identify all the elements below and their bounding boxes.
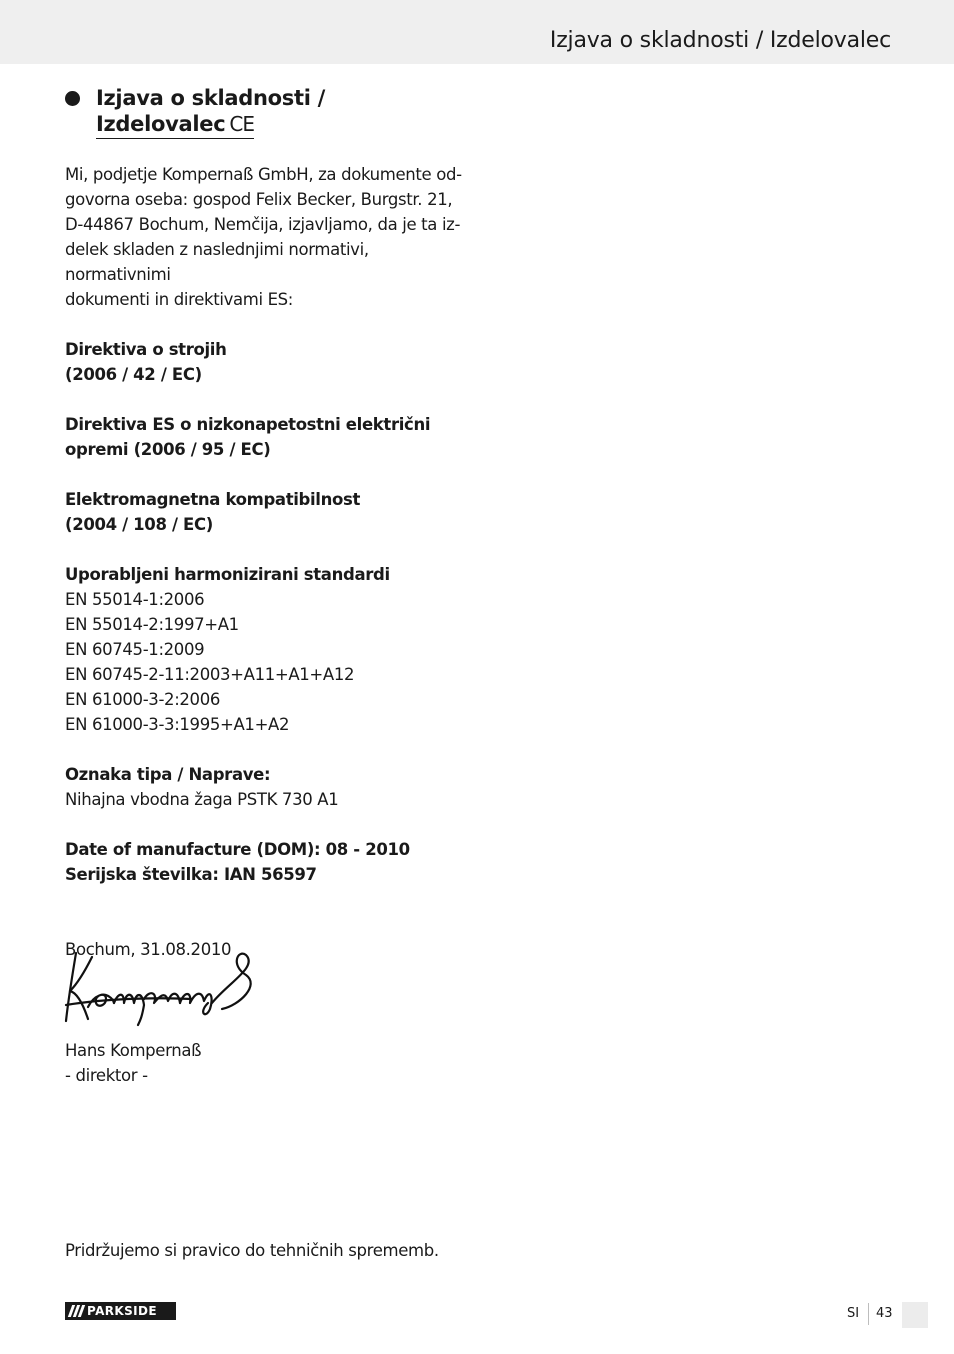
section-title-line1: Izjava o skladnosti /	[96, 86, 325, 110]
standard-item: EN 55014-2:1997+A1	[65, 615, 239, 634]
section-bullet-icon	[65, 91, 80, 106]
standard-item: EN 55014-1:2006	[65, 590, 205, 609]
type-value: Nihajna vbodna žaga PSTK 730 A1	[65, 790, 339, 809]
intro-line: delek skladen z naslednjimi normativi, normativnimi	[65, 240, 369, 284]
directive-lowvoltage-line2: opremi (2006 / 95 / EC)	[65, 440, 271, 459]
page-header-title: Izjava o skladnosti / Izdelovalec	[549, 28, 891, 53]
serial-number: Serijska številka: IAN 56597	[65, 865, 317, 884]
type-heading: Oznaka tipa / Naprave:	[65, 765, 271, 784]
signer-block	[65, 1038, 201, 1088]
signer-name: Hans Kompernaß	[65, 1041, 202, 1060]
section-title-line2-wrap	[96, 111, 254, 139]
standard-item: EN 61000-3-3:1995+A1+A2	[65, 715, 290, 734]
declaration-body	[65, 162, 475, 962]
standards-heading: Uporabljeni harmonizirani standardi	[65, 565, 390, 584]
footer-divider	[868, 1303, 869, 1325]
intro-line: dokumenti in direktivami ES:	[65, 290, 294, 309]
directive-machinery-line2: (2006 / 42 / EC)	[65, 365, 202, 384]
intro-line: govorna oseba: gospod Felix Becker, Burgstr. 21,	[65, 190, 453, 209]
directive-lowvoltage-line1: Direktiva ES o nizkonapetostni električni	[65, 415, 431, 434]
footer-box	[902, 1302, 928, 1328]
directive-emc-line1: Elektromagnetna kompatibilnost	[65, 490, 361, 509]
header-bar	[0, 0, 954, 64]
standard-item: EN 60745-1:2009	[65, 640, 205, 659]
footer-language: SI	[847, 1306, 860, 1321]
section-title-line2: Izdelovalec	[96, 112, 226, 136]
manufacture-date: Date of manufacture (DOM): 08 - 2010	[65, 840, 410, 859]
place-date: Bochum, 31.08.2010	[65, 940, 232, 959]
logo-text: PARKSIDE	[87, 1304, 157, 1318]
parkside-logo	[65, 1302, 176, 1320]
logo-stripes-icon	[65, 1302, 87, 1320]
directive-machinery-line1: Direktiva o strojih	[65, 340, 227, 359]
page-number: 43	[876, 1306, 893, 1321]
signer-role: - direktor -	[65, 1066, 148, 1085]
intro-line: Mi, podjetje Kompernaß GmbH, za dokumente od-	[65, 165, 462, 184]
intro-line: D-44867 Bochum, Nemčija, izjavljamo, da je ta iz-	[65, 215, 461, 234]
signature-image	[62, 947, 262, 1027]
standard-item: EN 60745-2-11:2003+A11+A1+A12	[65, 665, 355, 684]
directive-emc-line2: (2004 / 108 / EC)	[65, 515, 213, 534]
standard-item: EN 61000-3-2:2006	[65, 690, 221, 709]
disclaimer: Pridržujemo si pravico do tehničnih sprememb.	[65, 1241, 439, 1260]
section-title	[96, 85, 325, 139]
ce-mark-icon: CE	[229, 112, 254, 136]
